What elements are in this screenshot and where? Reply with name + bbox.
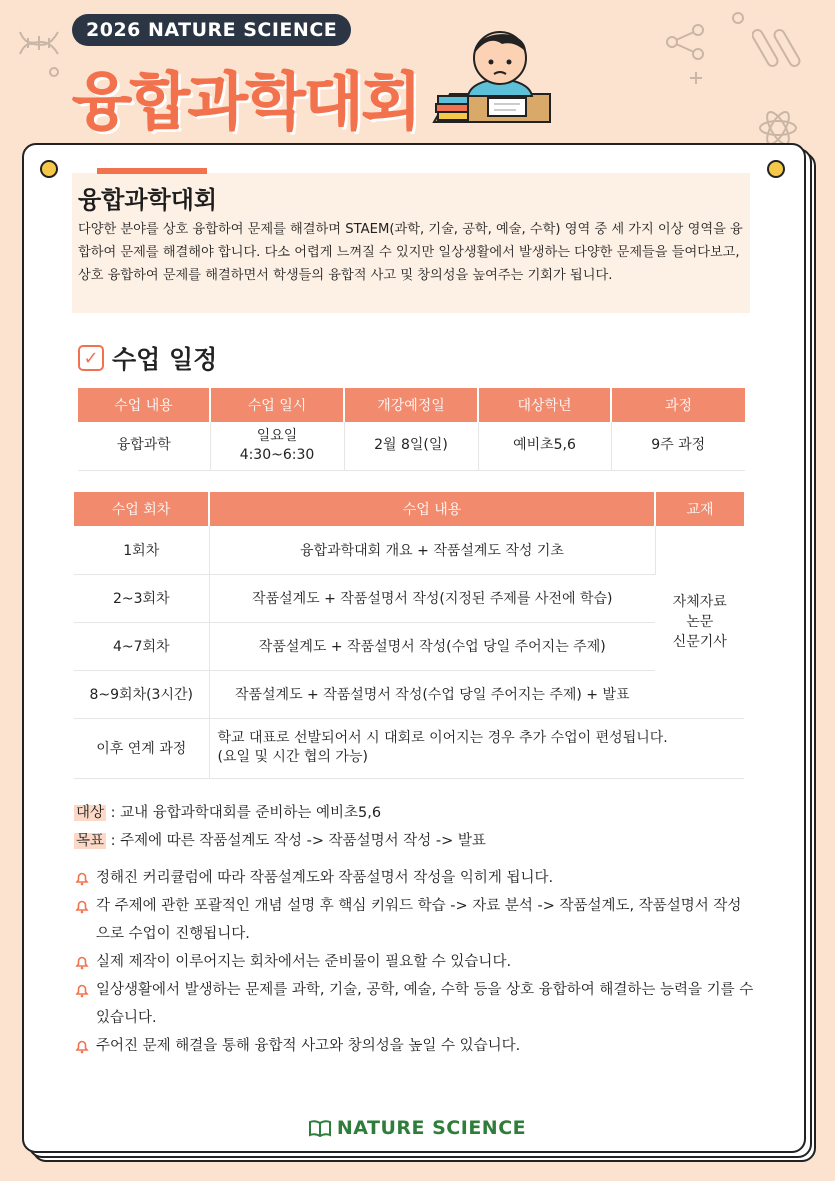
table-cell: 융합과학 (78, 422, 210, 470)
table-header-cell: 수업 내용 (78, 388, 210, 422)
list-item-text: 정해진 커리큘럼에 따라 작품설계도와 작품설명서 작성을 익히게 됩니다. (96, 870, 554, 886)
molecule-icon (664, 22, 708, 62)
bell-icon (74, 954, 90, 970)
list-item-text: 일상생활에서 발생하는 문제를 과학, 기술, 공학, 예술, 수학 등을 상호 융합하여 해결하는 능력을 기를 수 있습니다. (96, 982, 754, 1026)
main-title: 융합과학대회 (72, 65, 420, 138)
bell-icon (74, 898, 90, 914)
material-item: 자체자료 (672, 593, 727, 610)
table-row (74, 622, 744, 670)
list-item-text: 실제 제작이 이루어지는 회차에서는 준비물이 필요할 수 있습니다. (96, 954, 512, 970)
table-cell: 9주 과정 (611, 422, 745, 470)
table-header-cell: 수업 일시 (210, 388, 344, 422)
table-row (78, 422, 745, 470)
footer (0, 1117, 835, 1139)
materials-cell (655, 526, 744, 718)
checkbox-icon: ✓ (78, 345, 104, 371)
table-header-row (78, 388, 745, 422)
table-cell: 8~9회차(3시간) (74, 670, 209, 718)
pin-left (40, 160, 58, 178)
list-item (74, 948, 754, 976)
table-row (74, 526, 744, 574)
list-item (74, 864, 754, 892)
sparkle-icon (688, 70, 704, 86)
schedule-title: 수업 일정 (112, 345, 218, 374)
table-row (74, 670, 744, 718)
list-item (74, 1032, 754, 1060)
dna-icon (16, 26, 62, 60)
table-cell: 작품설계도 + 작품설명서 작성(지정된 주제를 사전에 학습) (209, 574, 655, 622)
table-cell: 이후 연계 과정 (74, 718, 209, 778)
table-cell: 1회차 (74, 526, 209, 574)
sparkle-icon (48, 66, 60, 78)
bell-icon (74, 1038, 90, 1054)
table-header-cell: 수업 내용 (209, 492, 655, 526)
table-header-row (74, 492, 744, 526)
schedule-time: 4:30~6:30 (239, 446, 315, 463)
material-item: 신문기사 (672, 633, 727, 650)
sparkle-icon (730, 10, 746, 26)
target-line (74, 801, 381, 822)
intro-accent-bar (97, 168, 207, 174)
target-label: 대상 (76, 805, 105, 821)
material-item: 논문 (686, 613, 714, 630)
schedule-table (78, 388, 745, 471)
followup-line: (요일 및 시간 협의 가능) (217, 749, 368, 765)
followup-cell (209, 718, 744, 778)
followup-line: 학교 대표로 선발되어서 시 대회로 이어지는 경우 추가 수업이 편성됩니다. (217, 730, 668, 746)
table-cell: 융합과학대회 개요 + 작품설계도 작성 기초 (209, 526, 655, 574)
sessions-table (74, 492, 744, 779)
target-text: : 교내 융합과학대회를 준비하는 예비초5,6 (106, 805, 382, 821)
goal-label: 목표 (76, 833, 105, 849)
test-tubes-icon (752, 22, 808, 76)
list-item-text: 주어진 문제 해결을 통해 융합적 사고와 창의성을 높일 수 있습니다. (96, 1038, 521, 1054)
schedule-section-title (78, 340, 217, 376)
list-item-text: 각 주제에 관한 포괄적인 개념 설명 후 핵심 키워드 학습 -> 자료 분석 -> 작품설계도, 작품설명서 작성으로 수업이 진행됩니다. (96, 898, 742, 942)
table-cell: 2~3회차 (74, 574, 209, 622)
list-item (74, 976, 754, 1032)
bell-icon (74, 870, 90, 886)
list-item (74, 892, 754, 948)
footer-brand: NATURE SCIENCE (336, 1117, 527, 1139)
table-cell: 예비초5,6 (478, 422, 611, 470)
table-cell (210, 422, 344, 470)
goal-line (74, 829, 486, 850)
table-cell: 작품설계도 + 작품설명서 작성(수업 당일 주어지는 주제) + 발표 (209, 670, 655, 718)
table-header-cell: 과정 (611, 388, 745, 422)
table-cell: 작품설계도 + 작품설명서 작성(수업 당일 주어지는 주제) (209, 622, 655, 670)
table-row (74, 718, 744, 778)
intro-title: 융합과학대회 (78, 186, 218, 214)
pin-right (767, 160, 785, 178)
goal-text: : 주제에 따른 작품설계도 작성 -> 작품설명서 작성 -> 발표 (106, 833, 486, 849)
table-header-cell: 교재 (655, 492, 744, 526)
table-row (74, 574, 744, 622)
bell-icon (74, 982, 90, 998)
table-cell: 2월 8일(일) (344, 422, 478, 470)
header-badge: 2026 NATURE SCIENCE (72, 14, 351, 46)
atom-icon (756, 110, 800, 146)
table-header-cell: 대상학년 (478, 388, 611, 422)
book-icon (309, 1119, 331, 1137)
schedule-day: 일요일 (256, 427, 298, 444)
table-header-cell: 개강예정일 (344, 388, 478, 422)
table-cell: 4~7회차 (74, 622, 209, 670)
notes-list (74, 864, 754, 1060)
intro-text: 다양한 분야를 상호 융합하여 문제를 해결하며 STAEM(과학, 기술, 공학, 예술, 수학) 영역 중 세 가지 이상 영역을 융합하여 문제를 해결해야 합니다. 다소 어렵게 느껴질 수 있지만 일상생활에서 발생하는 다양한 문제들을 들여다보고, 상호 융합하여 문제를 해결하면서 학생들의 융합적 사고 및 창의성을 높여주는 기회가 됩니다. (78, 222, 743, 283)
studying-student-illustration (432, 18, 554, 130)
table-header-cell: 수업 회차 (74, 492, 209, 526)
